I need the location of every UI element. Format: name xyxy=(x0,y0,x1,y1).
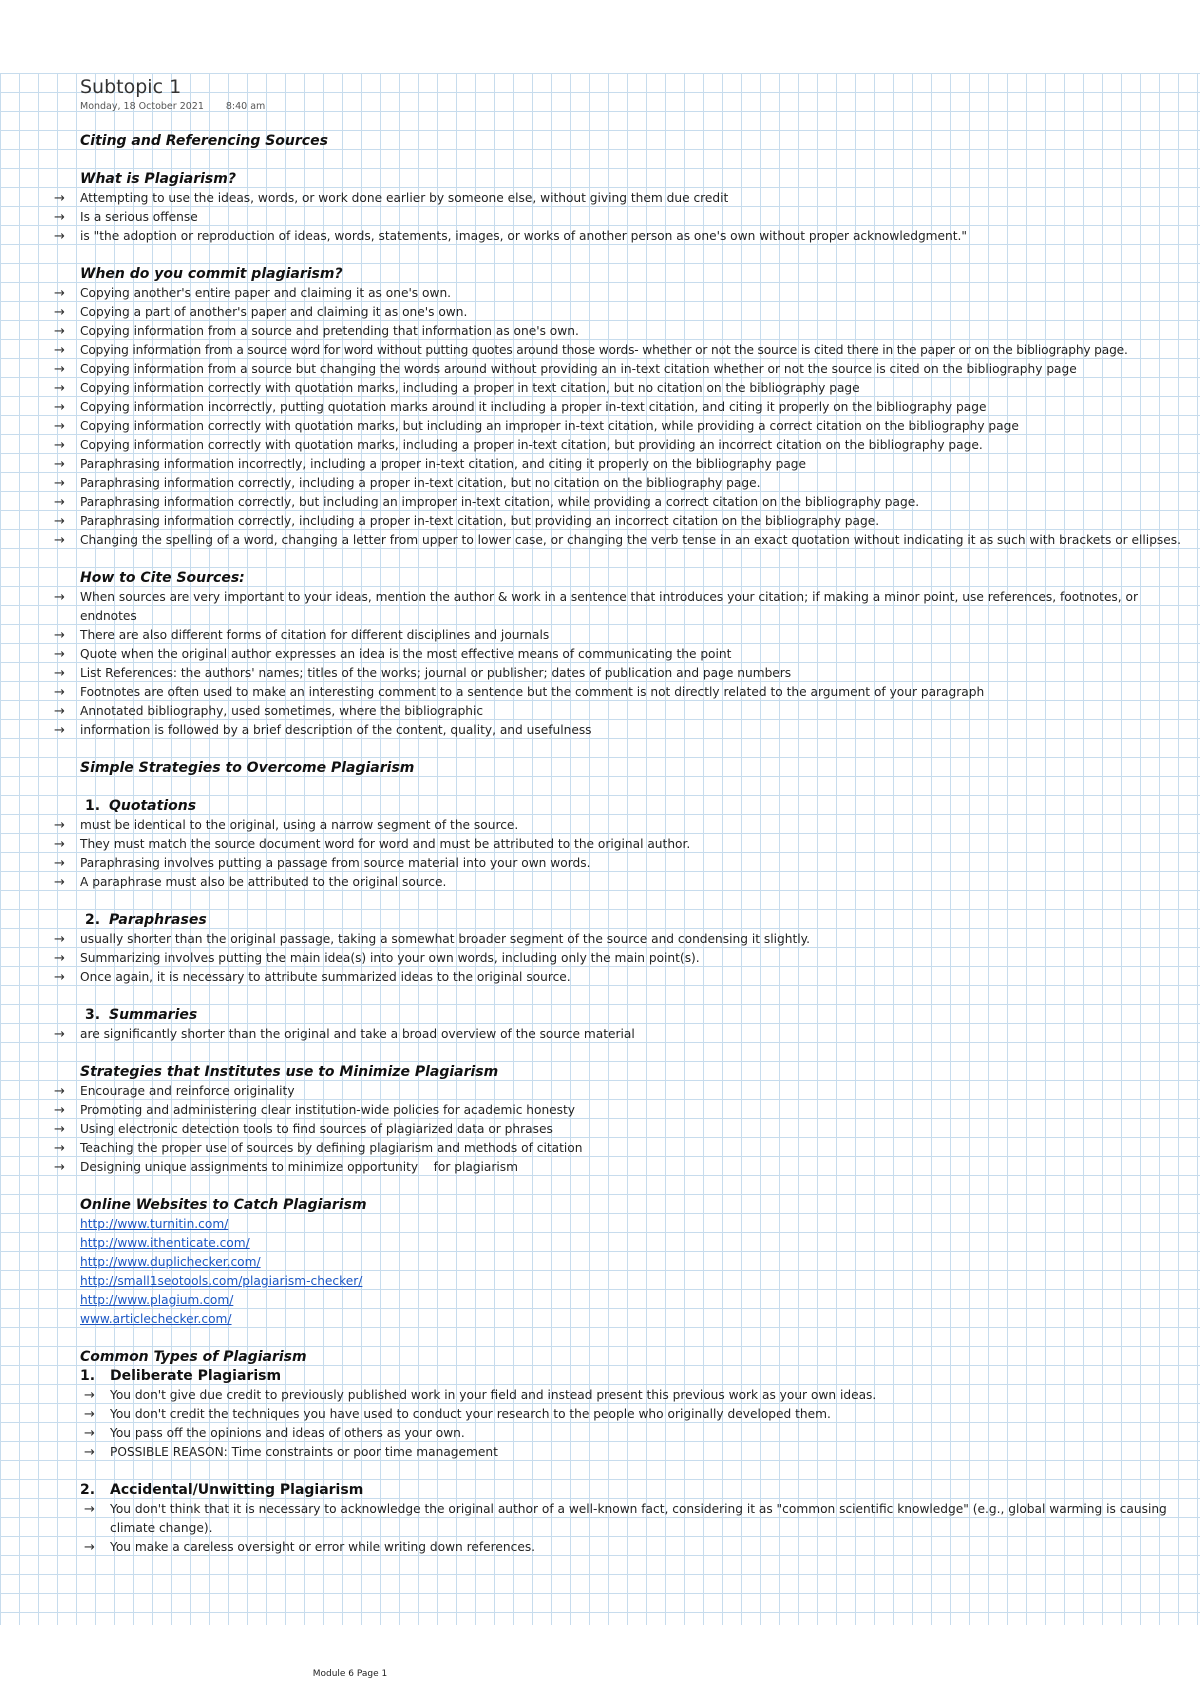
list-item: → Using electronic detection tools to find sources of plagiarized data or phrases xyxy=(80,1120,1195,1139)
top-margin xyxy=(0,0,1200,73)
list-item: → Once again, it is necessary to attribute summarized ideas to the original source. xyxy=(80,968,1195,987)
deliberate-heading xyxy=(80,1367,1195,1386)
list-item: → When sources are very important to your ideas, mention the author & work in a sentence that introduces your citation; if making a minor point, use references, footnotes, or endnotes xyxy=(80,588,1195,626)
types-heading: Common Types of Plagiarism xyxy=(80,1349,307,1365)
list-item: → is "the adoption or reproduction of ideas, words, statements, images, or works of another person as one's own without proper acknowledgment." xyxy=(80,227,1195,246)
list-item: → are significantly shorter than the original and take a broad overview of the source material xyxy=(80,1025,1195,1044)
websites-list xyxy=(80,1215,1195,1329)
list-item: → Footnotes are often used to make an interesting comment to a sentence but the comment is not directly related to the argument of your paragraph xyxy=(80,683,1195,702)
how-to-cite-heading: How to Cite Sources: xyxy=(80,570,245,586)
list-item: → You pass off the opinions and ideas of others as your own. xyxy=(110,1424,1195,1443)
list-item: → Paraphrasing involves putting a passage from source material into your own words. xyxy=(80,854,1195,873)
list-item: → They must match the source document word for word and must be attributed to the original author. xyxy=(80,835,1195,854)
paraphrases-heading xyxy=(80,911,1195,930)
accidental-heading xyxy=(80,1481,1195,1500)
list-item: → POSSIBLE REASON: Time constraints or poor time management xyxy=(110,1443,1195,1462)
list-item: → Copying information from a source but changing the words around without providing an in-text citation whether or not the source is cited on the bibliography page xyxy=(80,360,1195,379)
bottom-margin xyxy=(0,1625,1200,1698)
link-small-seo-tools[interactable]: http://small1seotools.com/plagiarism-checker/ xyxy=(80,1274,363,1288)
list-item: → Paraphrasing information correctly, including a proper in-text citation, but no citation on the bibliography page. xyxy=(80,474,1195,493)
summaries-heading xyxy=(80,1006,1195,1025)
note-page xyxy=(80,74,1195,1557)
time-text: 8:40 am xyxy=(225,101,266,112)
summaries-title: Summaries xyxy=(109,1007,198,1023)
list-item: → You don't credit the techniques you have used to conduct your research to the people who originally developed them. xyxy=(110,1405,1195,1424)
page-date xyxy=(80,100,1195,114)
list-item: → Copying information correctly with quotation marks, but including an improper in-text citation, while providing a correct citation on the bibliography page xyxy=(80,417,1195,436)
list-item: → information is followed by a brief description of the content, quality, and usefulness xyxy=(80,721,1195,740)
list-item: → Annotated bibliography, used sometimes, where the bibliographic xyxy=(80,702,1195,721)
institutes-heading: Strategies that Institutes use to Minimize Plagiarism xyxy=(80,1064,499,1080)
main-heading: Citing and Referencing Sources xyxy=(80,133,328,149)
list-item: → Copying information correctly with quotation marks, including a proper in text citation, but no citation on the bibliography page xyxy=(80,379,1195,398)
deliberate-list xyxy=(110,1386,1195,1462)
list-item: → A paraphrase must also be attributed to the original source. xyxy=(80,873,1195,892)
institutes-list xyxy=(80,1082,1195,1177)
link-articlechecker[interactable]: www.articlechecker.com/ xyxy=(80,1312,232,1326)
list-item: → Copying information incorrectly, putting quotation marks around it including a proper in-text citation, and citing it properly on the bibliography page xyxy=(80,398,1195,417)
list-item: → Copying information correctly with quotation marks, including a proper in-text citation, but providing an incorrect citation on the bibliography page. xyxy=(80,436,1195,455)
strategies-heading: Simple Strategies to Overcome Plagiarism xyxy=(80,760,415,776)
list-item: → You don't give due credit to previously published work in your field and instead present this previous work as your own ideas. xyxy=(110,1386,1195,1405)
quotations-list xyxy=(80,816,1195,892)
list-item: → Copying information from a source and pretending that information as one's own. xyxy=(80,322,1195,341)
page-footer: Module 6 Page 1 xyxy=(312,1669,388,1679)
list-item: → usually shorter than the original passage, taking a somewhat broader segment of the source and condensing it slightly. xyxy=(80,930,1195,949)
list-item: → Is a serious offense xyxy=(80,208,1195,227)
list-item: → must be identical to the original, using a narrow segment of the source. xyxy=(80,816,1195,835)
list-item: → Paraphrasing information correctly, including a proper in-text citation, but providing an incorrect citation on the bibliography page. xyxy=(80,512,1195,531)
list-item: → Teaching the proper use of sources by defining plagiarism and methods of citation xyxy=(80,1139,1195,1158)
list-item: → Attempting to use the ideas, words, or work done earlier by someone else, without giving them due credit xyxy=(80,189,1195,208)
list-item: → Quote when the original author expresses an idea is the most effective means of communicating the point xyxy=(80,645,1195,664)
list-item: → Paraphrasing information incorrectly, including a proper in-text citation, and citing it properly on the bibliography page xyxy=(80,455,1195,474)
link-ithenticate[interactable]: http://www.ithenticate.com/ xyxy=(80,1236,250,1250)
list-item: → There are also different forms of citation for different disciplines and journals xyxy=(80,626,1195,645)
quotations-title: Quotations xyxy=(109,798,197,814)
when-heading: When do you commit plagiarism? xyxy=(80,266,343,282)
deliberate-title: Deliberate Plagiarism xyxy=(110,1368,282,1384)
accidental-list xyxy=(110,1500,1195,1557)
list-item: → Designing unique assignments to minimize opportunity for plagiarism xyxy=(80,1158,1195,1177)
list-item: → You don't think that it is necessary to acknowledge the original author of a well-known fact, considering it as "common scientific knowledge" (e.g., global warming is causing climate change). xyxy=(110,1500,1195,1538)
how-to-cite-list xyxy=(80,588,1195,740)
paraphrases-list xyxy=(80,930,1195,987)
list-item: → You make a careless oversight or error while writing down references. xyxy=(110,1538,1195,1557)
list-item: → Encourage and reinforce originality xyxy=(80,1082,1195,1101)
what-is-heading: What is Plagiarism? xyxy=(80,171,236,187)
when-list xyxy=(80,284,1195,550)
what-is-list xyxy=(80,189,1195,246)
quotations-heading xyxy=(80,797,1195,816)
list-item: → List References: the authors' names; titles of the works; journal or publisher; dates of publication and page numbers xyxy=(80,664,1195,683)
summaries-number: 3. xyxy=(85,1007,101,1023)
deliberate-number: 1. xyxy=(80,1368,96,1384)
accidental-title: Accidental/Unwitting Plagiarism xyxy=(110,1482,364,1498)
link-turnitin[interactable]: http://www.turnitin.com/ xyxy=(80,1217,229,1231)
paraphrases-number: 2. xyxy=(85,912,101,928)
link-duplichecker[interactable]: http://www.duplichecker.com/ xyxy=(80,1255,261,1269)
link-plagium[interactable]: http://www.plagium.com/ xyxy=(80,1293,234,1307)
list-item: → Copying a part of another's paper and claiming it as one's own. xyxy=(80,303,1195,322)
paraphrases-title: Paraphrases xyxy=(109,912,207,928)
list-item: → Changing the spelling of a word, changing a letter from upper to lower case, or changing the verb tense in an exact quotation without indicating it as such with brackets or ellipses. xyxy=(80,531,1195,550)
list-item: → Promoting and administering clear institution-wide policies for academic honesty xyxy=(80,1101,1195,1120)
summaries-list xyxy=(80,1025,1195,1044)
websites-heading: Online Websites to Catch Plagiarism xyxy=(80,1197,367,1213)
accidental-number: 2. xyxy=(80,1482,96,1498)
list-item: → Paraphrasing information correctly, but including an improper in-text citation, while providing a correct citation on the bibliography page. xyxy=(80,493,1195,512)
quotations-number: 1. xyxy=(85,798,101,814)
date-text: Monday, 18 October 2021 xyxy=(80,101,204,112)
list-item: → Copying information from a source word for word without putting quotes around those words- whether or not the source is cited there in the paper or on the bibliography page. xyxy=(80,341,1195,360)
list-item: → Copying another's entire paper and claiming it as one's own. xyxy=(80,284,1195,303)
page-title: Subtopic 1 xyxy=(80,76,182,98)
list-item: → Summarizing involves putting the main idea(s) into your own words, including only the main point(s). xyxy=(80,949,1195,968)
